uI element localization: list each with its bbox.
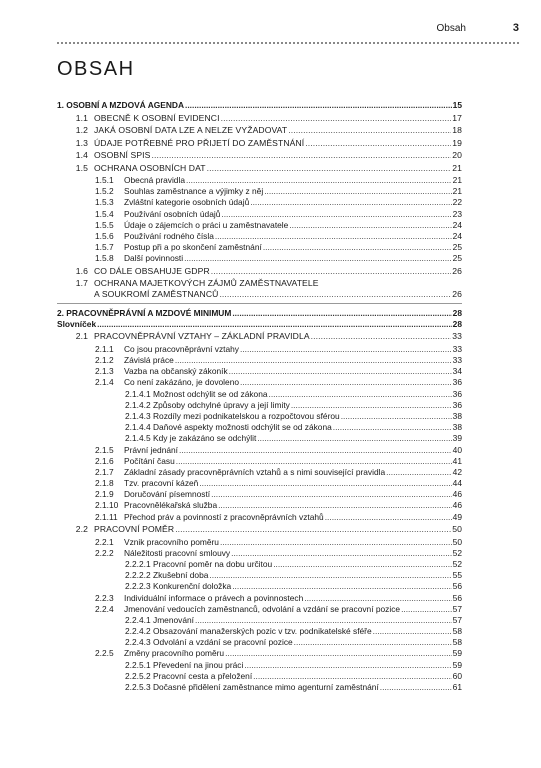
toc-entry-label: Zvláštní kategorie osobních údajů xyxy=(124,197,250,208)
toc-leader-dots xyxy=(269,389,452,399)
toc-entry[interactable] xyxy=(57,111,462,122)
toc-leader-dots xyxy=(240,377,452,387)
toc-entry-number: 2.2.5.1 xyxy=(125,659,151,670)
toc-entry-number: 1.5 xyxy=(75,162,88,173)
toc-entry[interactable] xyxy=(57,466,462,477)
toc-entry-label: Tzv. pracovní kázeň xyxy=(124,478,199,489)
toc-entry[interactable] xyxy=(57,536,462,547)
toc-entry-page: 42 xyxy=(452,466,462,477)
toc-entry-number: 2.1.3 xyxy=(95,366,114,377)
toc-entry-page: 46 xyxy=(452,500,462,511)
toc-entry[interactable] xyxy=(57,265,462,276)
toc-entry-label: PRACOVNÍ POMĚR xyxy=(94,524,175,535)
toc-entry-page: 56 xyxy=(452,592,462,603)
toc-entry[interactable] xyxy=(57,161,462,172)
toc-leader-dots xyxy=(215,231,452,241)
toc-entry[interactable] xyxy=(57,432,462,443)
toc-entry-page: 44 xyxy=(452,478,462,489)
toc-entry-page: 24 xyxy=(452,219,462,230)
toc-leader-dots xyxy=(250,197,451,207)
toc-entry[interactable] xyxy=(57,365,462,376)
toc-entry[interactable] xyxy=(57,136,462,147)
toc-entry[interactable] xyxy=(57,499,462,510)
toc-entry-page: 38 xyxy=(452,422,462,433)
toc-entry-number: 2.2.2 xyxy=(95,547,114,558)
toc-entry[interactable] xyxy=(57,343,462,354)
toc-entry-label: OSOBNÍ SPIS xyxy=(94,150,151,161)
toc-entry-label: Obsazování manažerských pozic v tzv. podnikatelské sféře xyxy=(153,626,372,637)
toc-entry-number: 1.5.7 xyxy=(95,242,114,253)
toc-entry-label: 2. PRACOVNĚPRÁVNÍ A MZDOVÉ MINIMUM xyxy=(57,307,232,318)
toc-entry-label: Konkurenční doložka xyxy=(153,581,232,592)
toc-separator xyxy=(57,303,462,304)
toc-entry[interactable] xyxy=(57,647,462,658)
toc-entry-number: 2.1.4.5 xyxy=(125,433,151,444)
toc-entry[interactable] xyxy=(57,410,462,421)
toc-entry-page: 24 xyxy=(452,230,462,241)
toc-entry-number: 2.1.8 xyxy=(95,478,114,489)
toc-entry-number: 2.1.7 xyxy=(95,466,114,477)
toc-entry-label: Náležitosti pracovní smlouvy xyxy=(124,547,231,558)
toc-entry-label: Postup při a po skončení zaměstnání xyxy=(124,242,262,253)
toc-entry[interactable] xyxy=(57,241,462,252)
toc-entry-number: 2.2.5 xyxy=(95,648,114,659)
toc-leader-dots xyxy=(288,125,451,135)
toc-entry[interactable] xyxy=(57,185,462,196)
toc-leader-dots xyxy=(175,355,452,365)
toc-entry-number: 2.2.4.3 xyxy=(125,637,151,648)
toc-entry-number: 1.5.1 xyxy=(95,175,114,185)
toc-entry[interactable] xyxy=(57,219,462,230)
toc-entry-page: 58 xyxy=(452,637,462,648)
toc-entry-number: 1.5.3 xyxy=(95,197,114,208)
toc-entry[interactable] xyxy=(57,580,462,591)
toc-entry-label: Daňové aspekty možnosti odchýlit se od zákona xyxy=(153,422,332,433)
toc-entry-label: Právní jednání xyxy=(124,444,179,455)
toc-leader-dots xyxy=(231,548,452,558)
toc-leader-dots xyxy=(289,220,451,230)
toc-entry-label: Dočasné přidělení zaměstnance mimo agenturní zaměstnání xyxy=(153,682,379,693)
toc-leader-dots xyxy=(179,445,452,455)
toc-entry[interactable] xyxy=(57,443,462,454)
toc-entry-label: Jmenování vedoucích zaměstnanců, odvolání a vzdání se pracovní pozice xyxy=(124,603,401,614)
toc-leader-dots xyxy=(207,163,452,173)
toc-entry[interactable] xyxy=(57,477,462,488)
toc-leader-dots xyxy=(386,467,452,477)
toc-entry[interactable] xyxy=(57,399,462,410)
toc-entry[interactable] xyxy=(57,625,462,636)
toc-entry-label: Další povinnosti xyxy=(124,253,184,264)
toc-entry-number: 2.1.1 xyxy=(95,343,114,354)
toc-entry-page: 50 xyxy=(452,524,462,535)
toc-entry-number: 1.5.6 xyxy=(95,230,114,241)
toc-entry-number: 2.2.1 xyxy=(95,536,114,547)
toc-entry[interactable] xyxy=(57,207,462,218)
toc-entry-number: 1.3 xyxy=(75,137,88,148)
toc-entry-label: Souhlas zaměstnance a výjimky z něj xyxy=(124,186,264,197)
toc-leader-dots xyxy=(229,366,452,376)
toc-entry-page: 50 xyxy=(452,536,462,547)
toc-entry-label: JAKÁ OSOBNÍ DATA LZE A NELZE VYŽADOVAT xyxy=(94,125,288,136)
toc-leader-dots xyxy=(263,242,452,252)
toc-entry[interactable] xyxy=(57,387,462,398)
toc-entry-number: 2.2.4 xyxy=(95,603,114,614)
toc-entry-number: 2.1.4 xyxy=(95,377,114,388)
toc-entry-page: 19 xyxy=(452,137,462,148)
toc-entry-page: 34 xyxy=(452,366,462,377)
toc-entry[interactable] xyxy=(57,252,462,263)
toc-entry-page: 33 xyxy=(452,343,462,354)
toc-entry[interactable] xyxy=(57,196,462,207)
toc-entry-number: 1.2 xyxy=(75,125,88,136)
toc-entry-number: 2.2.3 xyxy=(95,592,114,603)
toc-entry-label-continued: A SOUKROMÍ ZAMĚSTNANCŮ xyxy=(94,289,219,300)
toc-entry-label: Vznik pracovního poměru xyxy=(124,536,219,547)
toc-entry-page: 15 xyxy=(452,100,462,111)
toc-entry-page: 21 xyxy=(452,175,462,185)
toc-leader-dots xyxy=(232,308,451,318)
toc-leader-dots xyxy=(294,637,452,647)
toc-entry[interactable] xyxy=(57,591,462,602)
toc-entry-number: 2.2.4.1 xyxy=(125,614,151,625)
toc-leader-dots xyxy=(175,524,451,534)
toc-entry[interactable] xyxy=(57,614,462,625)
page-title: OBSAH xyxy=(57,58,135,80)
toc-leader-dots xyxy=(264,186,451,196)
toc-entry-page: 46 xyxy=(452,489,462,500)
toc-leader-dots xyxy=(218,500,452,510)
toc-entry-number: 1.1 xyxy=(75,112,88,123)
toc-entry-label: OCHRANA OSOBNÍCH DAT xyxy=(94,162,206,173)
toc-entry-page: 57 xyxy=(452,603,462,614)
toc-leader-dots xyxy=(291,400,452,410)
toc-leader-dots xyxy=(304,593,451,603)
toc-leader-dots xyxy=(211,266,451,276)
toc-entry[interactable] xyxy=(57,124,462,135)
toc-entry-number: 2.1 xyxy=(75,331,88,342)
toc-leader-dots xyxy=(333,422,452,432)
toc-entry-number: 2.1.2 xyxy=(95,355,114,365)
toc-entry-page: 52 xyxy=(452,558,462,569)
toc-leader-dots xyxy=(185,100,452,110)
toc-entry-number: 2.1.5 xyxy=(95,444,114,455)
toc-entry-label: Základní zásady pracovněprávních vztahů a s nimi související pravidla xyxy=(124,466,386,477)
toc-entry[interactable] xyxy=(57,421,462,432)
toc-entry-page: 26 xyxy=(452,289,462,300)
toc-entry-page: 36 xyxy=(452,388,462,399)
toc-leader-dots xyxy=(341,411,452,421)
toc-entry[interactable] xyxy=(57,670,462,681)
toc-entry-page: 39 xyxy=(452,433,462,444)
toc-entry-label: Pracovní cesta a přeložení xyxy=(153,670,253,681)
toc-entry-label: Slovníček xyxy=(57,318,97,329)
toc-entry-page: 33 xyxy=(452,355,462,365)
toc-leader-dots xyxy=(221,113,452,123)
toc-entry-number: 2.1.11 xyxy=(95,511,118,522)
toc-leader-dots xyxy=(311,331,452,341)
toc-leader-dots xyxy=(195,615,452,625)
toc-leader-dots xyxy=(325,512,452,522)
toc-entry[interactable] xyxy=(57,558,462,569)
toc-entry-number: 1.7 xyxy=(75,278,88,289)
toc-entry-page: 26 xyxy=(452,265,462,276)
toc-entry-page: 59 xyxy=(452,648,462,659)
toc-entry-page: 21 xyxy=(452,186,462,197)
toc-entry[interactable] xyxy=(57,569,462,580)
toc-entry-number: 2.1.6 xyxy=(95,455,114,466)
toc-entry-label: Pracovní poměr na dobu určitou xyxy=(153,558,273,569)
toc-entry-label: CO DÁLE OBSAHUJE GDPR xyxy=(94,265,210,276)
toc-entry[interactable] xyxy=(57,603,462,614)
toc-entry-label: PRACOVNĚPRÁVNÍ VZTAHY – ZÁKLADNÍ PRAVIDLA xyxy=(94,331,310,342)
toc-entry[interactable] xyxy=(57,174,462,185)
toc-entry-page: 58 xyxy=(452,626,462,637)
toc-leader-dots xyxy=(273,559,451,569)
toc-entry[interactable] xyxy=(57,636,462,647)
toc-leader-dots xyxy=(373,626,452,636)
toc-entry[interactable] xyxy=(57,307,462,318)
toc-leader-dots xyxy=(225,648,452,658)
toc-leader-dots xyxy=(220,537,452,547)
toc-entry[interactable] xyxy=(57,354,462,365)
toc-entry-number: 2.2.5.3 xyxy=(125,682,151,693)
toc-entry-page: 40 xyxy=(452,444,462,455)
toc-leader-dots xyxy=(257,433,451,443)
toc-entry-page: 20 xyxy=(452,150,462,161)
toc-leader-dots xyxy=(176,456,452,466)
toc-entry-number: 2.1.4.3 xyxy=(125,410,151,421)
toc-entry-page: 23 xyxy=(452,208,462,219)
page-number: 3 xyxy=(512,22,519,34)
toc-entry-label: Počítání času xyxy=(124,455,175,466)
toc-entry-number: 1.5.8 xyxy=(95,253,114,264)
toc-entry-page: 36 xyxy=(452,399,462,410)
toc-entry-label: Převedení na jinou práci xyxy=(153,659,244,670)
toc-leader-dots xyxy=(199,478,451,488)
toc-entry-label: Kdy je zakázáno se odchýlit xyxy=(153,433,257,444)
toc-entry-label: Doručování písemností xyxy=(124,489,211,500)
toc-entry-number: 1.4 xyxy=(75,150,88,161)
toc-leader-dots xyxy=(152,150,452,160)
toc-entry[interactable] xyxy=(57,330,462,341)
toc-entry-page: 59 xyxy=(452,659,462,670)
toc-leader-dots xyxy=(240,344,452,354)
toc-entry-label: Používání rodného čísla xyxy=(124,230,214,241)
toc-entry-page: 28 xyxy=(452,318,462,329)
toc-leader-dots xyxy=(401,604,452,614)
toc-entry-number: 2.2 xyxy=(75,524,88,535)
toc-entry-label: Přechod práv a povinností z pracovněprávních vztahů xyxy=(124,511,324,522)
toc-entry[interactable] xyxy=(57,659,462,670)
toc-entry-label: Vazba na občanský zákoník xyxy=(124,366,228,377)
toc-entry-page: 60 xyxy=(452,670,462,681)
toc-entry-number: 2.1.4.4 xyxy=(125,422,151,433)
toc-leader-dots xyxy=(184,253,452,263)
toc-entry-page: 28 xyxy=(452,307,462,318)
toc-entry-number: 1.5.5 xyxy=(95,219,114,230)
toc-entry-label: Individuální informace o právech a povinnostech xyxy=(124,592,304,603)
toc-entry-page: 21 xyxy=(452,162,462,173)
toc-entry-label: Údaje o zájemcích o práci u zaměstnavatele xyxy=(124,219,289,230)
toc-entry-page: 22 xyxy=(452,197,462,208)
toc-entry-label: Obecná pravidla xyxy=(124,175,185,185)
toc-entry-page: 25 xyxy=(452,253,462,264)
toc-entry-label: Co jsou pracovněprávní vztahy xyxy=(124,343,239,354)
toc-entry-page: 56 xyxy=(452,581,462,592)
toc-entry-label: Změny pracovního poměru xyxy=(124,648,225,659)
toc-entry-label: ÚDAJE POTŘEBNÉ PRO PŘIJETÍ DO ZAMĚSTNÁNÍ xyxy=(94,137,305,148)
toc-entry-label: Způsoby odchylné úpravy a její limity xyxy=(153,399,290,410)
toc-entry-number: 1.6 xyxy=(75,265,88,276)
toc-leader-dots xyxy=(219,289,451,299)
toc-entry-label: OBECNĚ K OSOBNÍ EVIDENCI xyxy=(94,112,220,123)
toc-entry-page: 57 xyxy=(452,614,462,625)
toc-entry-number: 2.1.4.2 xyxy=(125,399,151,410)
table-of-contents xyxy=(57,99,462,692)
toc-entry[interactable] xyxy=(57,488,462,499)
header-dotted-rule xyxy=(57,42,519,44)
toc-leader-dots xyxy=(305,138,451,148)
toc-entry[interactable] xyxy=(57,681,462,692)
toc-entry-label: Co není zakázáno, je dovoleno xyxy=(124,377,240,388)
running-header-title: Obsah xyxy=(436,23,466,34)
toc-entry-label: Odvolání a vzdání se pracovní pozice xyxy=(153,637,293,648)
toc-entry-number: 2.1.10 xyxy=(95,500,119,511)
toc-leader-dots xyxy=(380,682,452,692)
toc-leader-dots xyxy=(253,671,452,681)
toc-leader-dots xyxy=(97,319,452,329)
toc-leader-dots xyxy=(209,570,451,580)
toc-entry-page: 52 xyxy=(452,547,462,558)
toc-entry-label: OCHRANA MAJETKOVÝCH ZÁJMŮ ZAMĚSTNAVATELE xyxy=(94,278,319,289)
toc-entry-label: Jmenování xyxy=(153,614,194,625)
toc-entry-number: 2.2.2.1 xyxy=(125,558,151,569)
toc-entry[interactable] xyxy=(57,277,462,299)
toc-entry[interactable] xyxy=(57,99,462,110)
toc-entry-page: 33 xyxy=(452,331,462,342)
toc-leader-dots xyxy=(186,175,452,185)
toc-entry-page: 18 xyxy=(452,125,462,136)
toc-entry-label: 1. OSOBNÍ A MZDOVÁ AGENDA xyxy=(57,100,185,111)
toc-entry-page: 36 xyxy=(452,377,462,388)
toc-entry[interactable] xyxy=(57,523,462,534)
toc-entry-page: 55 xyxy=(452,570,462,581)
toc-entry-number: 2.2.2.2 xyxy=(125,570,151,581)
toc-entry-label: Zkušební doba xyxy=(153,570,209,581)
toc-entry[interactable] xyxy=(57,455,462,466)
toc-entry[interactable] xyxy=(57,547,462,558)
toc-entry-page: 17 xyxy=(452,112,462,123)
toc-entry-number: 2.1.9 xyxy=(95,489,114,500)
toc-entry[interactable] xyxy=(57,149,462,160)
toc-entry-label: Závislá práce xyxy=(124,355,174,365)
toc-entry-page: 49 xyxy=(452,511,462,522)
toc-entry-label: Rozdíly mezi podnikatelskou a rozpočtovou sférou xyxy=(153,410,340,421)
toc-entry-page: 25 xyxy=(452,242,462,253)
toc-entry-label: Používání osobních údajů xyxy=(124,208,221,219)
toc-leader-dots xyxy=(221,209,451,219)
toc-leader-dots xyxy=(211,489,452,499)
toc-entry-label: Možnost odchýlit se od zákona xyxy=(153,388,268,399)
toc-entry-number: 1.5.2 xyxy=(95,186,114,197)
toc-entry[interactable] xyxy=(57,230,462,241)
toc-entry-label: Pracovnělékařská služba xyxy=(124,500,218,511)
toc-entry-page: 41 xyxy=(452,455,462,466)
toc-entry[interactable] xyxy=(57,376,462,387)
toc-entry[interactable] xyxy=(57,511,462,522)
toc-entry-number: 2.1.4.1 xyxy=(125,388,151,399)
toc-entry-number: 2.2.4.2 xyxy=(125,626,151,637)
toc-entry-page: 38 xyxy=(452,410,462,421)
toc-entry-number: 2.2.5.2 xyxy=(125,670,151,681)
toc-leader-dots xyxy=(232,581,451,591)
toc-leader-dots xyxy=(244,660,451,670)
toc-entry-number: 2.2.2.3 xyxy=(125,581,151,592)
toc-entry[interactable] xyxy=(57,318,462,329)
toc-entry-page: 61 xyxy=(452,682,462,693)
toc-entry-number: 1.5.4 xyxy=(95,208,114,219)
